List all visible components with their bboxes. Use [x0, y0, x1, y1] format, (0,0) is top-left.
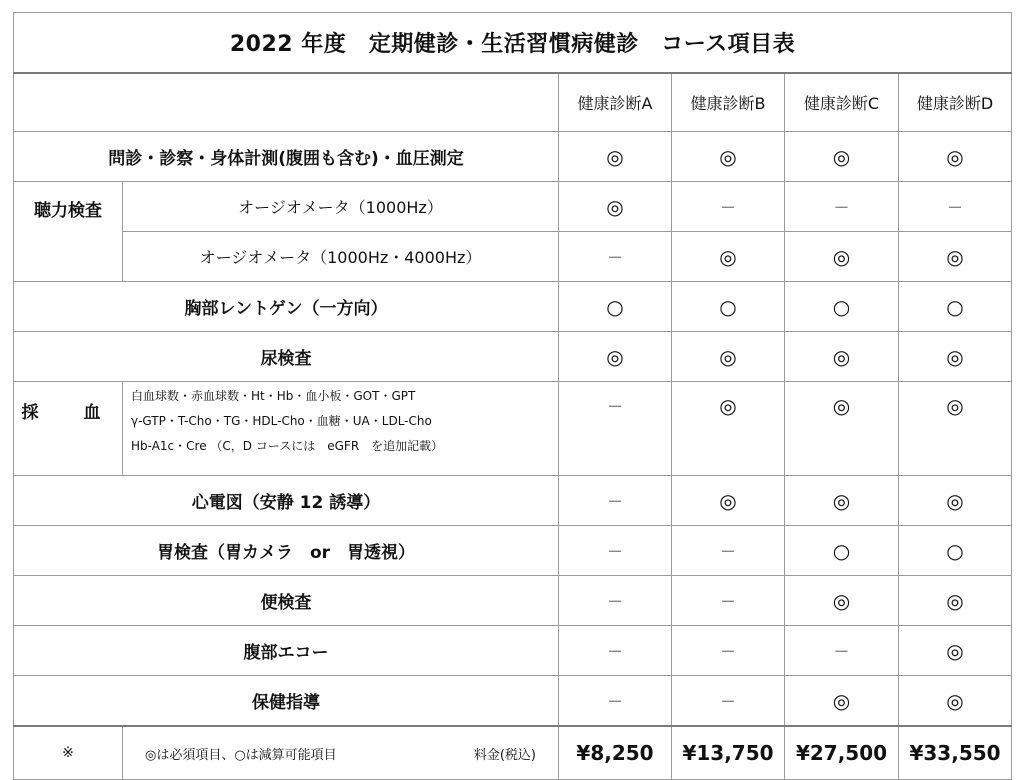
blood-detail-line: 白血球数・赤血球数・Ht・Hb・血小板・GOT・GPT	[131, 389, 416, 403]
mark-cell: ◎	[899, 232, 1012, 282]
mark-cell: ◎	[785, 332, 899, 382]
item-label-urine: 尿検査	[14, 332, 559, 382]
mark-cell: ◎	[785, 676, 899, 727]
mark-cell: ◎	[559, 332, 672, 382]
mark-cell: －	[559, 382, 672, 476]
mark-cell: ◎	[785, 232, 899, 282]
mark-cell: ◎	[672, 332, 785, 382]
header-blank-cell	[14, 73, 559, 132]
mark-cell: ○	[899, 526, 1012, 576]
mark-cell: ○	[785, 282, 899, 332]
table-row-urine	[14, 332, 1012, 382]
mark-cell: ◎	[899, 676, 1012, 727]
mark-cell: －	[559, 526, 672, 576]
mark-cell: －	[559, 576, 672, 626]
mark-cell: ◎	[559, 132, 672, 182]
mark-cell: －	[672, 182, 785, 232]
page-title: 2022 年度 定期健診・生活習慣病健診 コース項目表	[14, 13, 1012, 74]
mark-cell: －	[672, 576, 785, 626]
mark-cell: －	[559, 476, 672, 526]
mark-cell: ◎	[672, 476, 785, 526]
legend-cell	[123, 726, 559, 780]
item-label-ecg: 心電図（安静 12 誘導）	[14, 476, 559, 526]
mark-cell: ○	[899, 282, 1012, 332]
category-blood: 採 血	[14, 382, 123, 476]
blood-detail-line: γ-GTP・T-Cho・TG・HDL-Cho・血糖・UA・LDL-Cho	[131, 414, 432, 428]
note-mark: ※	[14, 726, 123, 780]
mark-cell: －	[785, 182, 899, 232]
mark-cell: ◎	[672, 382, 785, 476]
mark-cell: ◎	[899, 132, 1012, 182]
mark-cell: －	[785, 626, 899, 676]
price-label: 料金(税込)	[473, 747, 536, 763]
mark-cell: －	[899, 182, 1012, 232]
mark-cell: －	[672, 676, 785, 727]
mark-cell: ○	[785, 526, 899, 576]
mark-cell: －	[559, 232, 672, 282]
mark-cell: －	[672, 526, 785, 576]
item-label-guidance: 保健指導	[14, 676, 559, 727]
table-row-hearing-2	[14, 232, 1012, 282]
price-a: ¥8,250	[559, 726, 672, 780]
mark-cell: ○	[559, 282, 672, 332]
mark-cell: －	[672, 626, 785, 676]
table-row-stomach	[14, 526, 1012, 576]
column-header-row	[14, 73, 1012, 132]
mark-cell: ◎	[899, 382, 1012, 476]
column-header-a: 健康診断A	[559, 73, 672, 132]
table-row-hearing-1	[14, 182, 1012, 232]
mark-cell: ◎	[785, 132, 899, 182]
mark-cell: －	[559, 626, 672, 676]
item-label-stomach: 胃検査（胃カメラ or 胃透視）	[14, 526, 559, 576]
table-row-stool	[14, 576, 1012, 626]
course-items-table	[13, 12, 1012, 780]
legend-text: ◎は必須項目、○は減算可能項目	[145, 747, 337, 763]
mark-cell: ◎	[672, 232, 785, 282]
mark-cell: ◎	[785, 476, 899, 526]
item-label-hearing-1: オージオメータ（1000Hz）	[123, 182, 559, 232]
mark-cell: ◎	[899, 576, 1012, 626]
mark-cell: ◎	[672, 132, 785, 182]
price-b: ¥13,750	[672, 726, 785, 780]
price-row	[14, 726, 1012, 780]
price-d: ¥33,550	[899, 726, 1012, 780]
table-row-interview	[14, 132, 1012, 182]
table-row-blood	[14, 382, 1012, 476]
column-header-b: 健康診断B	[672, 73, 785, 132]
blood-test-details	[123, 382, 559, 476]
mark-cell: ◎	[899, 476, 1012, 526]
table-row-ecg	[14, 476, 1012, 526]
mark-cell: ◎	[559, 182, 672, 232]
mark-cell: ◎	[899, 332, 1012, 382]
column-header-c: 健康診断C	[785, 73, 899, 132]
mark-cell: ◎	[785, 382, 899, 476]
price-c: ¥27,500	[785, 726, 899, 780]
mark-cell: ◎	[785, 576, 899, 626]
table-row-echo	[14, 626, 1012, 676]
table-row-chest	[14, 282, 1012, 332]
category-hearing: 聴力検査	[14, 182, 123, 282]
mark-cell: －	[559, 676, 672, 727]
table-row-guidance	[14, 676, 1012, 727]
item-label-interview: 問診・診察・身体計測(腹囲も含む)・血圧測定	[14, 132, 559, 182]
item-label-hearing-2: オージオメータ（1000Hz・4000Hz）	[123, 232, 559, 282]
column-header-d: 健康診断D	[899, 73, 1012, 132]
blood-detail-line: Hb-A1c・Cre （C，D コースには eGFR を追加記載）	[131, 439, 444, 453]
item-label-chest: 胸部レントゲン（一方向）	[14, 282, 559, 332]
item-label-stool: 便検査	[14, 576, 559, 626]
item-label-echo: 腹部エコー	[14, 626, 559, 676]
mark-cell: ◎	[899, 626, 1012, 676]
mark-cell: ○	[672, 282, 785, 332]
